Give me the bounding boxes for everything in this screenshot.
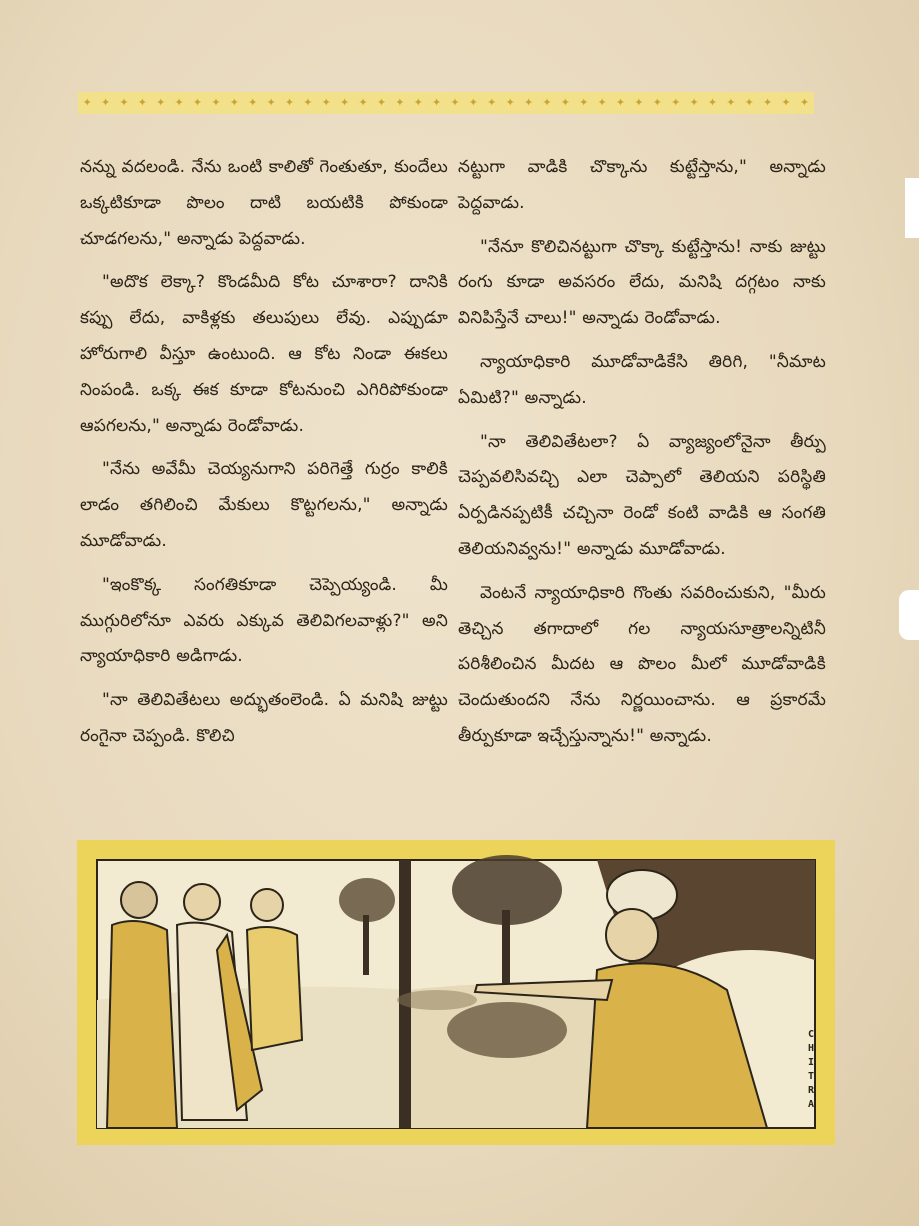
story-illustration (77, 840, 835, 1145)
decorative-border-strip: ✦ ✦ ✦ ✦ ✦ ✦ ✦ ✦ ✦ ✦ ✦ ✦ ✦ ✦ ✦ ✦ ✦ ✦ ✦ ✦ ✦ ✦ ✦ ✦ ✦ ✦ ✦ ✦ ✦ ✦ ✦ ✦ ✦ ✦ ✦ ✦ ✦ ✦ ✦ ✦ (78, 92, 814, 114)
right-paragraph-2: "నేనూ కొలిచినట్టుగా చొక్కా కుట్టేస్తాను! నాకు జుట్టు రంగు కూడా అవసరం లేదు, మనిషి దగ్గటం నాకు వినిపిస్తేనే చాలు!" అన్నాడు రెండోవాడు. (458, 236, 826, 329)
tree-trunk-left (363, 915, 369, 975)
illustration-artwork (77, 840, 835, 1145)
bush (447, 1002, 567, 1058)
page-edge-tear (905, 178, 919, 238)
right-paragraph-1: నట్టుగా వాడికి చొక్కాను కుట్టేస్తాను," అన్నాడు పెద్దవాడు. (458, 157, 826, 213)
right-text-column (458, 150, 826, 763)
tree-trunk-right (502, 910, 510, 990)
left-paragraph-3: "నేను అవేమీ చెయ్యనుగాని పరిగెత్తే గుర్రం కాలికి లాడం తగిలించి మేకులు కొట్టగలను," అన్నాడు మూడోవాడు. (80, 459, 448, 551)
left-paragraph-1: నన్ను వదలండి. నేను ఒంటి కాలితో గెంతుతూ, కుందేలు ఒక్కటికూడా పొలం దాటి బయటికి పోకుండా చూడగలను," అన్నాడు పెద్దవాడు. (80, 157, 448, 249)
artist-signature: C H I T R A (807, 1029, 815, 1110)
page-edge-notch (899, 590, 919, 640)
distant-field (397, 990, 477, 1010)
left-paragraph-2: "అదొక లెక్కా? కొండమీది కోట చూశారా? దానికి కప్పు లేదు, వాకిళ్లకు తలుపులు లేవు. ఎప్పుడూ హోరుగాలి వీస్తూ ఉంటుంది. ఆ కోట నిండా ఈకలు నింపండి. ఒక్క ఈక కూడా కోటనుంచి ఎగిరిపోకుండా ఆపగలను," అన్నాడు రెండోవాడు. (80, 272, 448, 436)
left-paragraph-5: "నా తెలివితేటలు అద్భుతంలెండి. ఏ మనిషి జుట్టు రంగైనా చెప్పండి. కొలిచి (80, 690, 448, 746)
right-paragraph-3: న్యాయాధికారి మూడోవాడికేసి తిరిగి, "నీమాట ఏమిటి?" అన్నాడు. (458, 351, 826, 408)
right-paragraph-5: వెంటనే న్యాయాధికారి గొంతు సవరించుకుని, "మీరు తెచ్చిన తగాదాలో గల న్యాయసూత్రాలన్నిటినీ పరిశీలించిన మీదట ఆ పొలం మీలో మూడోవాడికి చెందుతుందని నేను నిర్ణయించాను. ఆ ప్రకారమే తీర్పుకూడా ఇచ్చేస్తున్నాను!" అన్నాడు. (458, 582, 826, 746)
left-text-column (80, 150, 448, 763)
right-paragraph-4: "నా తెలివితేటలా? ఏ వ్యాజ్యంలోనైనా తీర్పు చెప్పవలిసివచ్చి ఎలా చెప్పాలో తెలియని పరిస్థితి ఏర్పడినప్పటికీ చచ్చినా రెండో కంటి వాడికి ఆ సంగతి తెలియనివ్వను!" అన్నాడు మూడోవాడు. (458, 431, 826, 559)
left-paragraph-4: "ఇంకొక్క సంగతికూడా చెప్పెయ్యండి. మీ ముగ్గురిలోనూ ఎవరు ఎక్కువ తెలివిగలవాళ్లు?" అని న్యాయాధికారి అడిగాడు. (80, 574, 448, 667)
